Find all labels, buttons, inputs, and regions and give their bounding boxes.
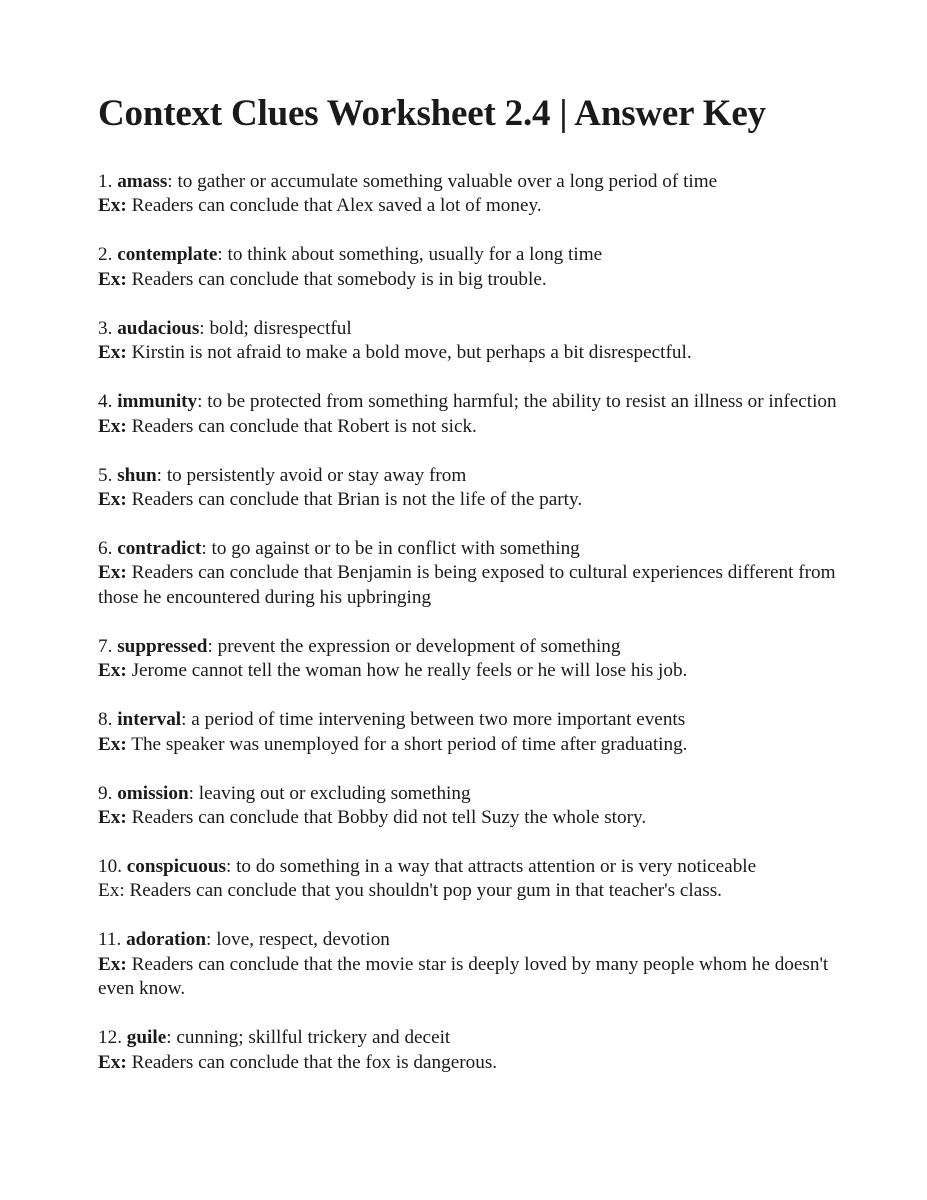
example-label: Ex: [98, 195, 127, 217]
entry-number: 1. [98, 171, 113, 192]
definition-text: a period of time intervening between two more important events [191, 709, 686, 731]
example-label: Ex: [98, 660, 127, 682]
definition-line: 8. interval: a period of time intervening between two more important events [98, 709, 686, 731]
example-label: Ex: [98, 562, 127, 584]
example-text: Readers can conclude that you shouldn't pop your gum in that teacher's class. [129, 880, 722, 902]
example-text: The speaker was unemployed for a short period of time after graduating. [131, 733, 688, 755]
answer-entry [98, 170, 838, 219]
definition-text: to go against or to be in conflict with something [211, 538, 580, 560]
example-label: Ex: [98, 415, 127, 437]
vocab-term: amass [117, 171, 168, 192]
answer-entry [98, 317, 838, 366]
entry-number: 11. [98, 929, 122, 951]
example-line [98, 341, 838, 365]
example-label: Ex: [98, 880, 125, 902]
example-label: Ex: [98, 807, 127, 829]
entry-number: 6. [98, 538, 113, 560]
entry-number: 7. [98, 635, 113, 657]
answer-entry [98, 390, 838, 439]
example-line [98, 488, 838, 512]
definition-line: 2. contemplate: to think about something, usually for a long time [98, 244, 603, 266]
definition-text: to persistently avoid or stay away from [166, 464, 467, 486]
example-text: Kirstin is not afraid to make a bold move, but perhaps a bit disrespectful. [131, 342, 692, 364]
entry-number: 5. [98, 464, 113, 486]
example-label: Ex: [98, 1051, 127, 1073]
entry-number: 3. [98, 317, 113, 339]
example-line [98, 806, 838, 830]
definition-text: love, respect, devotion [216, 929, 390, 951]
example-line [98, 268, 838, 292]
vocab-term: suppressed [117, 635, 208, 657]
answer-entry [98, 928, 838, 1001]
definition-text: to gather or accumulate something valuable over a long period of time [177, 171, 718, 192]
definition-text: cunning; skillful trickery and deceit [176, 1027, 451, 1049]
entry-number: 2. [98, 244, 113, 266]
example-line [98, 879, 838, 903]
example-line [98, 1051, 838, 1075]
example-text: Readers can conclude that Robert is not sick. [131, 415, 477, 437]
definition-text: prevent the expression or development of something [217, 635, 621, 657]
vocab-term: audacious [117, 317, 200, 339]
answer-entry [98, 708, 838, 757]
example-text: Readers can conclude that Benjamin is being exposed to cultural experiences different from those he encountered during his upbringing [98, 562, 836, 608]
answer-entry [98, 243, 838, 292]
example-label: Ex: [98, 733, 127, 755]
example-label: Ex: [98, 342, 127, 364]
definition-line: 12. guile: cunning; skillful trickery and deceit [98, 1027, 451, 1049]
answer-list [98, 170, 838, 1075]
definition-line: 6. contradict: to go against or to be in conflict with something [98, 538, 580, 560]
entry-number: 8. [98, 709, 113, 731]
example-line [98, 733, 838, 757]
answer-entry [98, 464, 838, 513]
example-text: Readers can conclude that Brian is not the life of the party. [131, 489, 583, 511]
answer-entry [98, 782, 838, 831]
example-text: Readers can conclude that the movie star is deeply loved by many people whom he doesn't even know. [98, 953, 829, 1000]
example-line [98, 194, 838, 218]
definition-text: to think about something, usually for a long time [227, 244, 603, 266]
example-text: Jerome cannot tell the woman how he really feels or he will lose his job. [131, 660, 688, 682]
definition-text: bold; disrespectful [209, 317, 352, 339]
entry-number: 10. [98, 856, 122, 878]
definition-line: 4. immunity: to be protected from something harmful; the ability to resist an illness or infection [98, 391, 837, 413]
example-text: Readers can conclude that Bobby did not tell Suzy the whole story. [131, 807, 647, 829]
example-line [98, 659, 838, 683]
definition-text: to be protected from something harmful; the ability to resist an illness or infection [207, 391, 837, 413]
definition-line: 9. omission: leaving out or excluding something [98, 782, 471, 804]
definition-line: 11. adoration: love, respect, devotion [98, 929, 390, 951]
example-text: Readers can conclude that Alex saved a lot of money. [131, 195, 542, 217]
vocab-term: contemplate [117, 244, 218, 266]
example-line [98, 953, 838, 1002]
definition-line: 7. suppressed: prevent the expression or development of something [98, 635, 621, 657]
entry-number: 12. [98, 1027, 122, 1049]
answer-entry [98, 1026, 838, 1075]
vocab-term: contradict [117, 538, 202, 560]
definition-line: 5. shun: to persistently avoid or stay away from [98, 464, 467, 486]
definition-text: to do something in a way that attracts attention or is very noticeable [236, 856, 757, 878]
example-line [98, 561, 838, 610]
definition-line: 1. amass: to gather or accumulate something valuable over a long period of time [98, 171, 718, 192]
vocab-term: interval [117, 709, 182, 731]
definition-text: leaving out or excluding something [198, 782, 471, 804]
vocab-term: conspicuous [126, 856, 226, 878]
vocab-term: omission [117, 782, 189, 804]
vocab-term: adoration [126, 929, 207, 951]
answer-entry [98, 855, 838, 904]
worksheet-page [98, 92, 838, 1100]
vocab-term: immunity [117, 391, 198, 413]
example-label: Ex: [98, 489, 127, 511]
example-label: Ex: [98, 268, 127, 290]
definition-line: 3. audacious: bold; disrespectful [98, 317, 352, 339]
example-text: Readers can conclude that the fox is dangerous. [131, 1051, 498, 1073]
example-line [98, 415, 838, 439]
answer-entry [98, 537, 838, 610]
definition-line: 10. conspicuous: to do something in a way that attracts attention or is very noticeable [98, 856, 757, 878]
entry-number: 9. [98, 782, 113, 804]
page-title: Context Clues Worksheet 2.4 | Answer Key [98, 93, 766, 134]
vocab-term: guile [126, 1027, 167, 1049]
example-label: Ex: [98, 953, 127, 975]
answer-entry [98, 635, 838, 684]
entry-number: 4. [98, 391, 113, 413]
vocab-term: shun [117, 464, 157, 486]
example-text: Readers can conclude that somebody is in big trouble. [131, 268, 547, 290]
